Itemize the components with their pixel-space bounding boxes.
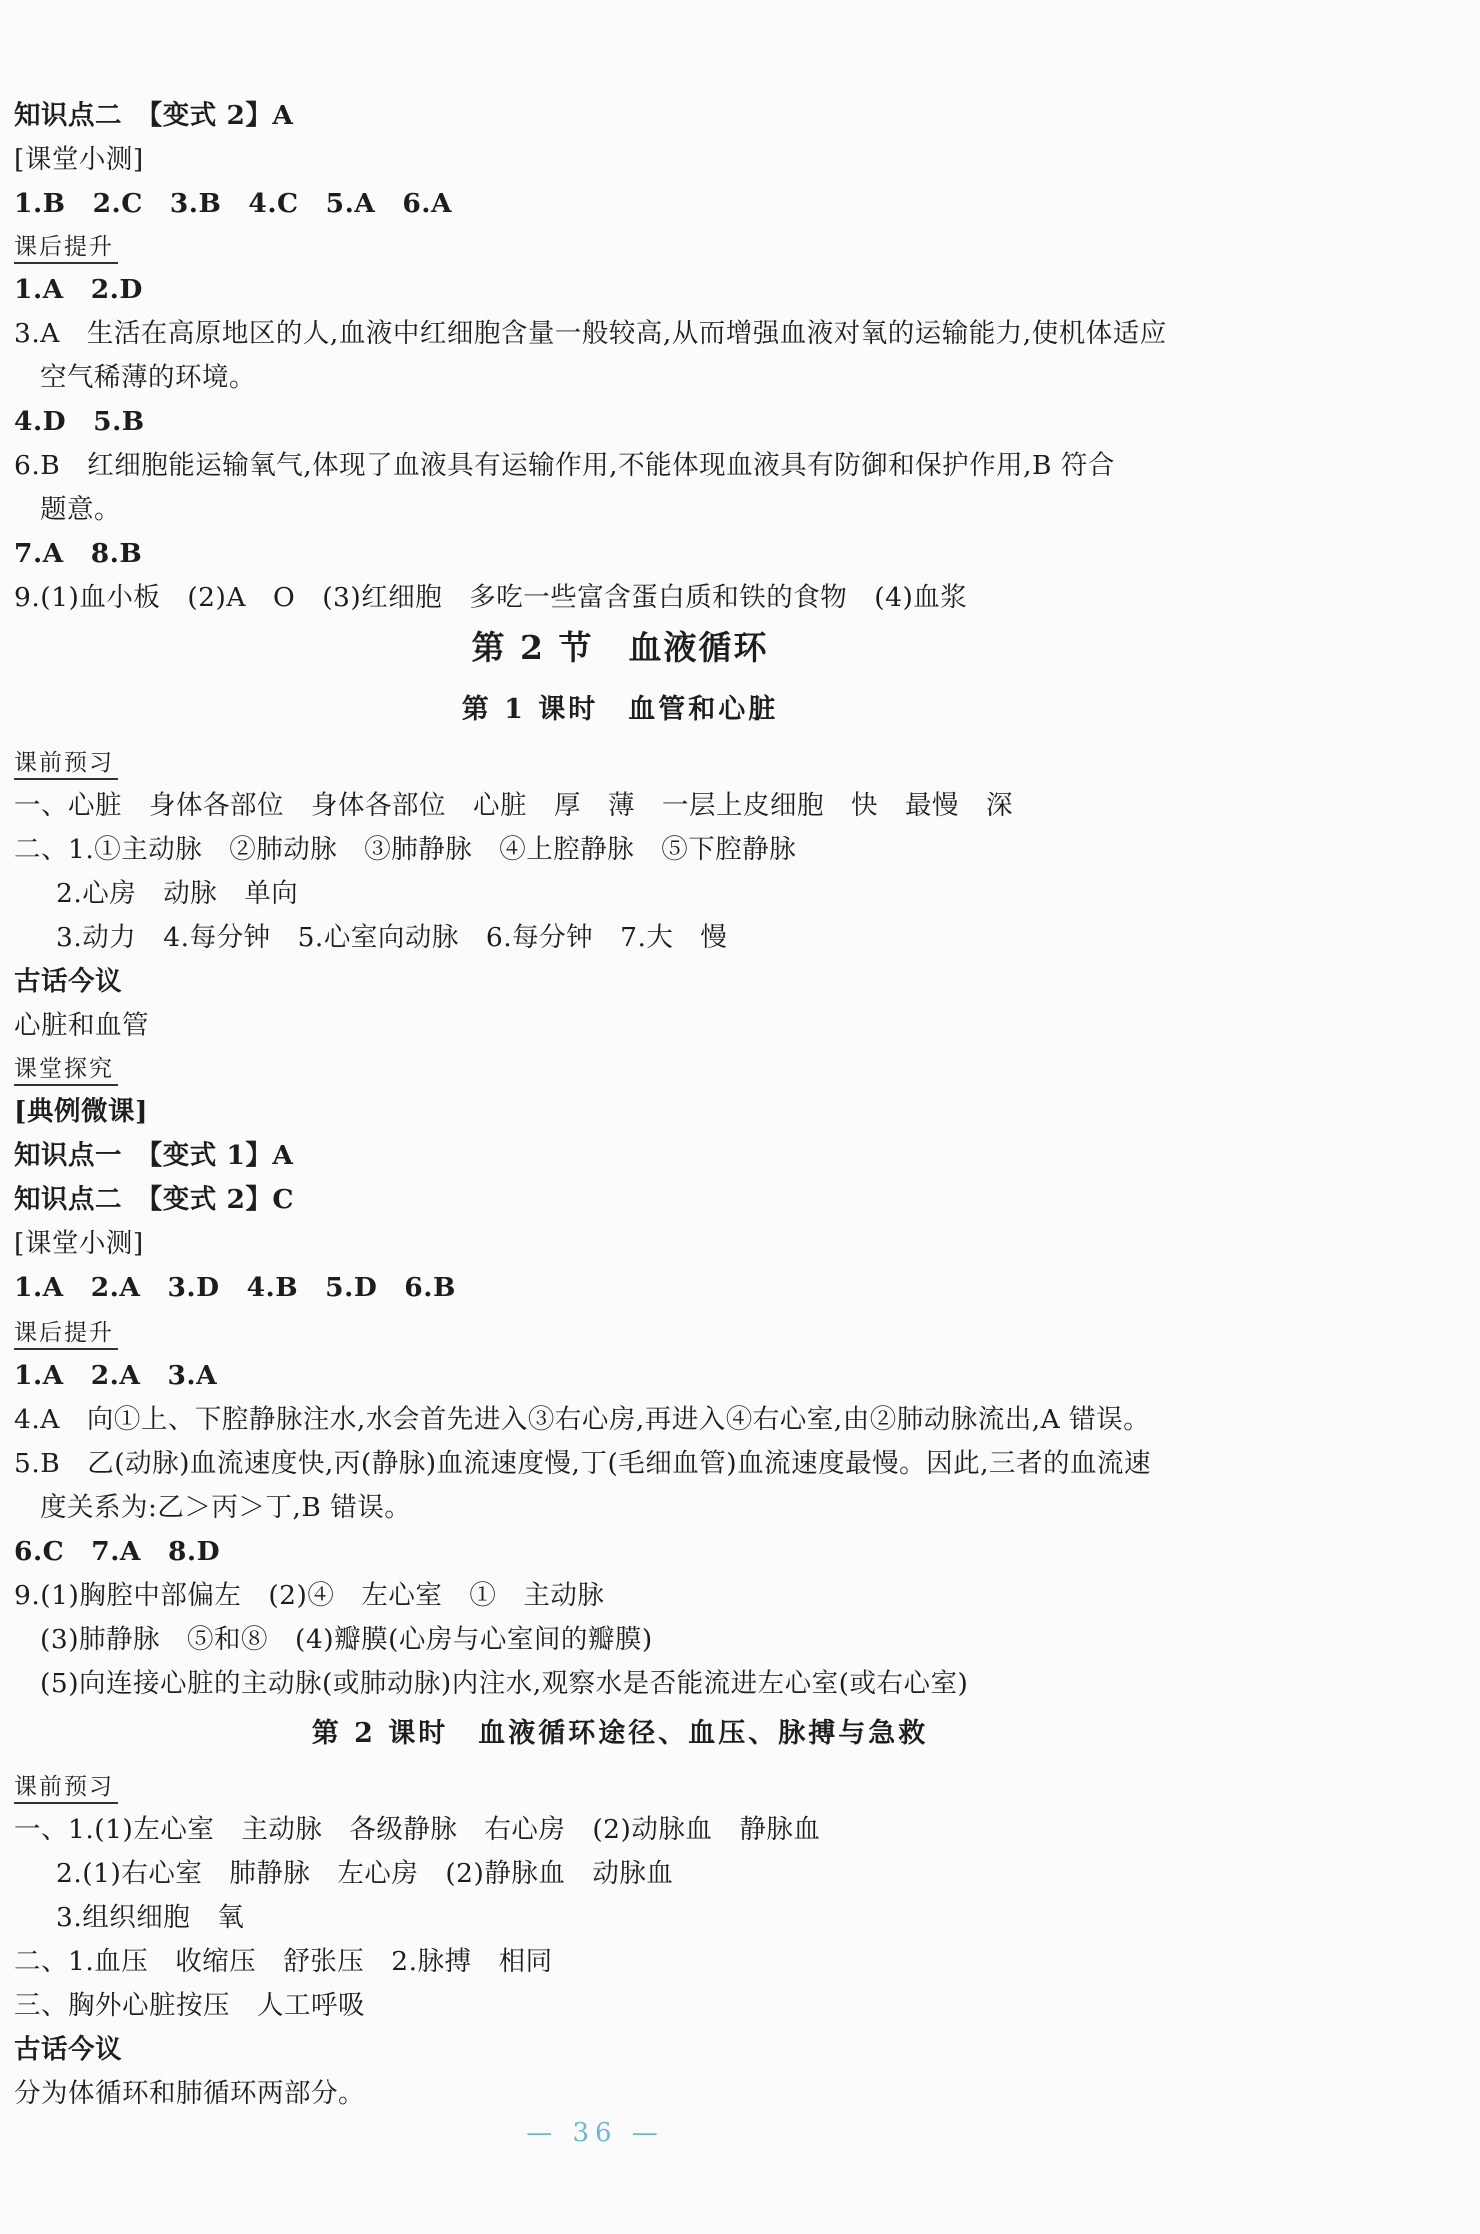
text-line: 知识点二 【变式 2】A <box>14 100 294 131</box>
lesson-title: 第 2 课时 血液循环途径、血压、脉搏与急救 <box>311 1718 929 1749</box>
text-line: [课堂小测] <box>14 144 144 175</box>
text-line: 1.A 2.A 3.A <box>14 1360 218 1391</box>
text-line: 9.(1)血小板 (2)A O (3)红细胞 多吃一些富含蛋白质和铁的食物 (4)血浆 <box>14 582 968 613</box>
section-tag-label: 课后提升 <box>14 232 118 264</box>
text-line: 古话今议 <box>14 2034 122 2065</box>
text-line: 题意。 <box>40 494 121 525</box>
text-line: (3)肺静脉 ⑤和⑧ (4)瓣膜(心房与心室间的瓣膜) <box>40 1624 653 1655</box>
text-line: 知识点二 【变式 2】C <box>14 1184 295 1215</box>
text-line: 3.动力 4.每分钟 5.心室向动脉 6.每分钟 7.大 慢 <box>56 922 728 953</box>
text-line: 3.A 生活在高原地区的人,血液中红细胞含量一般较高,从而增强血液对氧的运输能力,使机体适应 <box>14 318 1167 349</box>
text-line: [典例微课] <box>14 1096 149 1127</box>
section-tag <box>14 1312 118 1352</box>
text-line: 6.C 7.A 8.D <box>14 1536 221 1567</box>
section-tag <box>14 226 118 266</box>
text-line: 三、胸外心脏按压 人工呼吸 <box>14 1990 365 2021</box>
text-line: 2.心房 动脉 单向 <box>56 878 299 909</box>
text-line: 度关系为:乙＞丙＞丁,B 错误。 <box>40 1492 412 1523</box>
text-line: 7.A 8.B <box>14 538 143 569</box>
text-line: 1.A 2.A 3.D 4.B 5.D 6.B <box>14 1272 456 1303</box>
text-line: 二、1.血压 收缩压 舒张压 2.脉搏 相同 <box>14 1946 553 1977</box>
text-line: 分为体循环和肺循环两部分。 <box>14 2078 365 2109</box>
text-line: 心脏和血管 <box>14 1010 149 1041</box>
section-tag-label: 课后提升 <box>14 1318 118 1350</box>
text-line: 9.(1)胸腔中部偏左 (2)④ 左心室 ① 主动脉 <box>14 1580 605 1611</box>
section-tag <box>14 742 118 782</box>
text-line: 6.B 红细胞能运输氧气,体现了血液具有运输作用,不能体现血液具有防御和保护作用,B 符合 <box>14 450 1115 481</box>
text-line: 1.A 2.D <box>14 274 143 305</box>
text-line: 2.(1)右心室 肺静脉 左心房 (2)静脉血 动脉血 <box>56 1858 674 1889</box>
text-line: 二、1.①主动脉 ②肺动脉 ③肺静脉 ④上腔静脉 ⑤下腔静脉 <box>14 834 797 865</box>
text-line: 空气稀薄的环境。 <box>40 362 256 393</box>
section-title: 第 2 节 血液循环 <box>471 628 769 667</box>
text-line: 一、1.(1)左心室 主动脉 各级静脉 右心房 (2)动脉血 静脉血 <box>14 1814 821 1845</box>
section-tag <box>14 1766 118 1806</box>
text-line: 1.B 2.C 3.B 4.C 5.A 6.A <box>14 188 453 219</box>
text-line: (5)向连接心脏的主动脉(或肺动脉)内注水,观察水是否能流进左心室(或右心室) <box>40 1668 969 1699</box>
text-line: 一、心脏 身体各部位 身体各部位 心脏 厚 薄 一层上皮细胞 快 最慢 深 <box>14 790 1013 821</box>
text-line: 4.A 向①上、下腔静脉注水,水会首先进入③右心房,再进入④右心室,由②肺动脉流出,A 错误。 <box>14 1404 1151 1435</box>
section-tag-label: 课前预习 <box>14 748 118 780</box>
text-line: 5.B 乙(动脉)血流速度快,丙(静脉)血流速度慢,丁(毛细血管)血流速度最慢。因此,三者的血流速 <box>14 1448 1152 1479</box>
text-line: 知识点一 【变式 1】A <box>14 1140 294 1171</box>
section-tag-label: 课堂探究 <box>14 1054 118 1086</box>
text-line: 4.D 5.B <box>14 406 145 437</box>
text-line: [课堂小测] <box>14 1228 144 1259</box>
lesson-title: 第 1 课时 血管和心脏 <box>461 694 779 725</box>
section-tag-label: 课前预习 <box>14 1772 118 1804</box>
text-line: 3.组织细胞 氧 <box>56 1902 245 1933</box>
section-tag <box>14 1048 118 1088</box>
page-number: — 36 — <box>526 2118 664 2148</box>
text-line: 古话今议 <box>14 966 122 997</box>
